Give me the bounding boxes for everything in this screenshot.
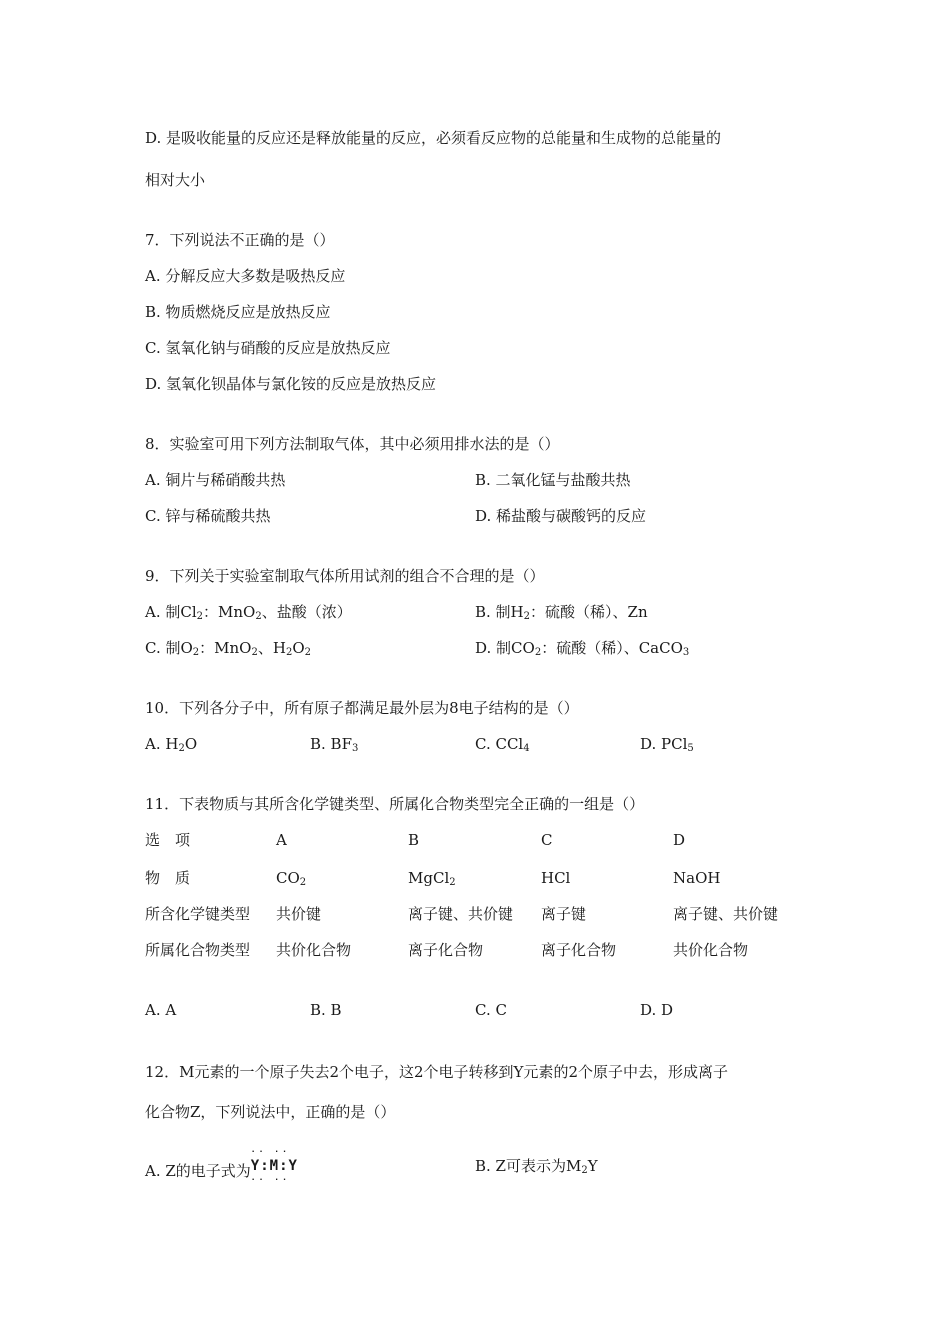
q10-option-c: C. CCl$_4$ [475, 735, 530, 754]
table-cell: MgCl$_2$ [408, 869, 456, 888]
electron-formula: ·· ·· Y:M:Y ·· ·· [250, 1147, 298, 1184]
table-cell: 离子键、共价键 [673, 905, 779, 923]
table-cell: 离子键 [541, 905, 587, 923]
table-cell: $CO_2$ [276, 869, 307, 888]
q8-option-d: D. 稀盐酸与碳酸钙的反应 [475, 507, 647, 525]
q11-option-d: D. D [640, 1001, 674, 1019]
table-cell: D [673, 831, 686, 849]
q12-stem-line1: 12．M元素的一个原子失去2个电子，这2个电子转移到Y元素的2个原子中去，形成离子 [145, 1063, 728, 1081]
q12-option-b: B. Z可表示为$M_2Y$ [475, 1157, 598, 1176]
q11-option-c: C. C [475, 1001, 507, 1019]
q12-stem-line2: 化合物Z，下列说法中，正确的是（） [145, 1103, 396, 1121]
table-cell: HCl [541, 869, 571, 887]
table-cell: NaOH [673, 869, 721, 887]
q8-option-b: B. 二氧化锰与盐酸共热 [475, 471, 631, 489]
table-cell: 所属化合物类型 [145, 941, 251, 959]
table-cell: 共价键 [276, 905, 322, 923]
q9-option-c: C. 制$O_2$：MnO$_2$、$H_2O_2$ [145, 639, 312, 658]
q10-option-b: B. $BF_3$ [310, 735, 359, 754]
q11-option-a: A. A [145, 1001, 177, 1019]
q9-stem: 9．下列关于实验室制取气体所用试剂的组合不合理的是（） [145, 567, 545, 585]
table-cell: 物 质 [145, 869, 191, 887]
table-cell: B [408, 831, 420, 849]
table-cell: 共价化合物 [276, 941, 352, 959]
q6-option-d-line2: 相对大小 [145, 171, 206, 189]
q7-option-a: A. 分解反应大多数是吸热反应 [145, 267, 346, 285]
table-cell: 所含化学键类型 [145, 905, 251, 923]
table-cell: 离子化合物 [541, 941, 617, 959]
q11-option-b: B. B [310, 1001, 342, 1019]
table-cell: 共价化合物 [673, 941, 749, 959]
q6-option-d-line1: D. 是吸收能量的反应还是释放能量的反应，必须看反应物的总能量和生成物的总能量的 [145, 129, 722, 147]
q9-option-a: A. 制$Cl_2$：MnO$_2$、盐酸（浓） [145, 603, 352, 622]
q8-option-a: A. 铜片与稀硝酸共热 [145, 471, 286, 489]
table-cell: C [541, 831, 553, 849]
q7-option-d: D. 氢氧化钡晶体与氯化铵的反应是放热反应 [145, 375, 437, 393]
table-cell: 离子化合物 [408, 941, 484, 959]
q10-option-a: A. $H_2O$ [145, 735, 198, 754]
q7-option-c: C. 氢氧化钠与硝酸的反应是放热反应 [145, 339, 391, 357]
table-cell: A [276, 831, 287, 849]
q7-stem: 7．下列说法不正确的是（） [145, 231, 335, 249]
table-cell: 离子键、共价键 [408, 905, 514, 923]
q11-stem: 11．下表物质与其所含化学键类型、所属化合物类型完全正确的一组是（） [145, 795, 645, 813]
q9-option-d: D. 制$CO_2$：硫酸（稀）、CaCO$_3$ [475, 639, 690, 658]
q10-stem: 10．下列各分子中，所有原子都满足最外层为8电子结构的是（） [145, 699, 579, 717]
q9-option-b: B. 制$H_2$：硫酸（稀）、Zn [475, 603, 648, 622]
q7-option-b: B. 物质燃烧反应是放热反应 [145, 303, 331, 321]
q8-option-c: C. 锌与稀硫酸共热 [145, 507, 271, 525]
q8-stem: 8．实验室可用下列方法制取气体，其中必须用排水法的是（） [145, 435, 560, 453]
table-cell: 选 项 [145, 831, 191, 849]
q10-option-d: D. PCl$_5$ [640, 735, 694, 754]
q12-option-a: A. Z的电子式为 ·· ·· Y:M:Y ·· ·· [145, 1147, 298, 1184]
